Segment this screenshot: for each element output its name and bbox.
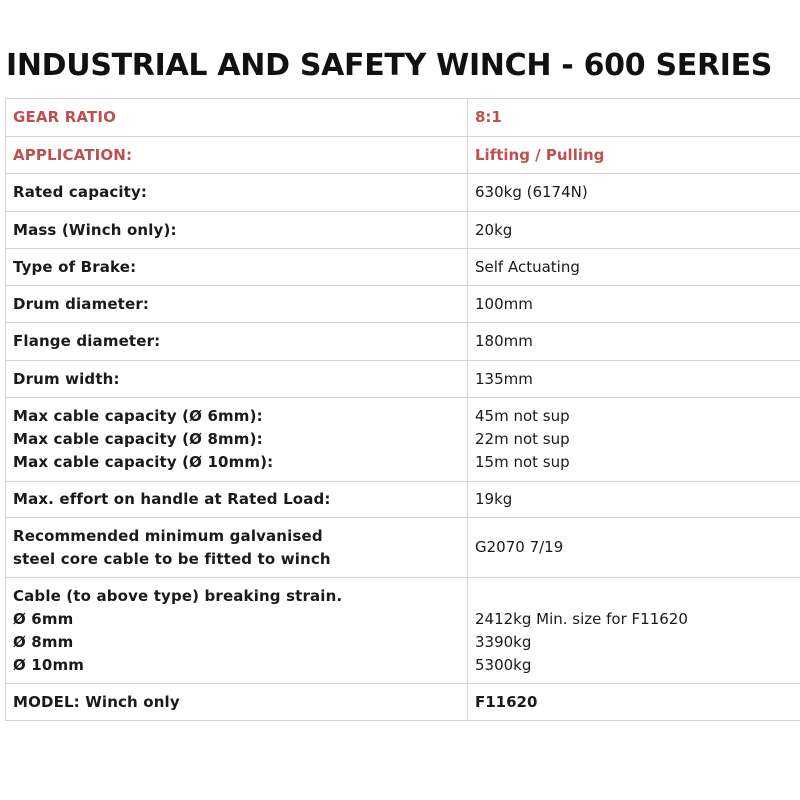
- spacer: [475, 585, 793, 608]
- table-row: [6, 684, 800, 721]
- spec-label-max-cable-capacity: [6, 398, 468, 482]
- spec-value-text: 15m not sup: [475, 453, 570, 471]
- table-row: [6, 137, 800, 174]
- spec-label-drum-diameter: [6, 286, 468, 323]
- spec-value-text: 135mm: [475, 369, 533, 388]
- spec-label-text: Max cable capacity (Ø 6mm):: [13, 407, 263, 425]
- spec-label-text: Rated capacity:: [13, 183, 148, 201]
- table-row: [6, 398, 800, 482]
- table-row: [6, 249, 800, 286]
- table-row: [6, 578, 800, 684]
- spec-value-text: 180mm: [475, 332, 533, 350]
- spec-value-text: 19kg: [475, 490, 513, 508]
- spec-value-text: 5300kg: [475, 655, 532, 674]
- spec-label-text: Flange diameter:: [13, 332, 161, 350]
- spec-label-text: Ø 6mm: [13, 609, 74, 628]
- spec-value-application: [468, 137, 800, 174]
- spec-label-text: MODEL: Winch only: [13, 692, 180, 711]
- spec-table: [5, 98, 800, 721]
- spec-value-mass: [468, 212, 800, 249]
- spec-value-drum-diameter: [468, 286, 800, 323]
- spec-label-brake-type: [6, 249, 468, 286]
- spec-label-text: Ø 10mm: [13, 655, 85, 674]
- spec-label-text: Cable (to above type) breaking strain.: [13, 586, 343, 605]
- spec-value-breaking-strain: [468, 578, 800, 684]
- spec-value-drum-width: [468, 361, 800, 398]
- spec-value-model: [468, 684, 800, 721]
- spec-label-rated-capacity: [6, 174, 468, 212]
- spec-label-recommended-cable: [6, 518, 468, 578]
- spec-value-flange-diameter: [468, 323, 800, 361]
- spec-label-text: steel core cable to be fitted to winch: [13, 549, 331, 568]
- spec-value-gear-ratio: [468, 99, 800, 137]
- spec-label-mass: [6, 212, 468, 249]
- spec-label-text: Drum diameter:: [13, 294, 150, 313]
- spec-value-text: F11620: [475, 692, 538, 711]
- spec-label-text: Ø 8mm: [13, 632, 74, 651]
- spec-value-text: 22m not sup: [475, 430, 570, 448]
- spec-value-text: 100mm: [475, 294, 533, 313]
- spec-value-recommended-cable: [468, 518, 800, 578]
- spec-value-text: 20kg: [475, 220, 513, 239]
- spec-value-max-effort: [468, 482, 800, 518]
- spec-label-text: Max cable capacity (Ø 10mm):: [13, 453, 274, 471]
- spec-value-text: 45m not sup: [475, 407, 570, 425]
- spec-value-text: G2070 7/19: [475, 538, 564, 556]
- table-row: [6, 174, 800, 212]
- spec-value-text: 2412kg Min. size for F11620: [475, 609, 688, 628]
- spec-value-text: Self Actuating: [475, 257, 580, 276]
- spec-value-text: Lifting / Pulling: [475, 145, 605, 164]
- table-row: [6, 286, 800, 323]
- spec-label-breaking-strain: [6, 578, 468, 684]
- page-title: INDUSTRIAL AND SAFETY WINCH - 600 SERIES: [6, 48, 773, 83]
- spec-label-application: [6, 137, 468, 174]
- spec-label-text: APPLICATION:: [13, 145, 133, 164]
- table-row: [6, 482, 800, 518]
- spec-label-model: [6, 684, 468, 721]
- spec-label-drum-width: [6, 361, 468, 398]
- spec-label-text: Max. effort on handle at Rated Load:: [13, 490, 331, 508]
- spec-value-text: 8:1: [475, 108, 502, 126]
- table-row: [6, 212, 800, 249]
- spec-value-max-cable-capacity: [468, 398, 800, 482]
- spec-label-gear-ratio: [6, 99, 468, 137]
- table-row: [6, 361, 800, 398]
- spec-value-text: 630kg (6174N): [475, 183, 588, 201]
- spec-label-text: Mass (Winch only):: [13, 220, 177, 239]
- spec-label-text: Drum width:: [13, 369, 120, 388]
- spec-value-brake-type: [468, 249, 800, 286]
- spec-label-text: GEAR RATIO: [13, 108, 116, 126]
- table-row: [6, 323, 800, 361]
- spec-label-max-effort: [6, 482, 468, 518]
- table-row: [6, 518, 800, 578]
- spec-label-text: Type of Brake:: [13, 257, 137, 276]
- spec-label-text: Recommended minimum galvanised: [13, 526, 323, 545]
- spec-label-text: Max cable capacity (Ø 8mm):: [13, 430, 263, 448]
- spec-label-flange-diameter: [6, 323, 468, 361]
- table-row: [6, 99, 800, 137]
- spec-value-rated-capacity: [468, 174, 800, 212]
- spec-value-text: 3390kg: [475, 632, 532, 651]
